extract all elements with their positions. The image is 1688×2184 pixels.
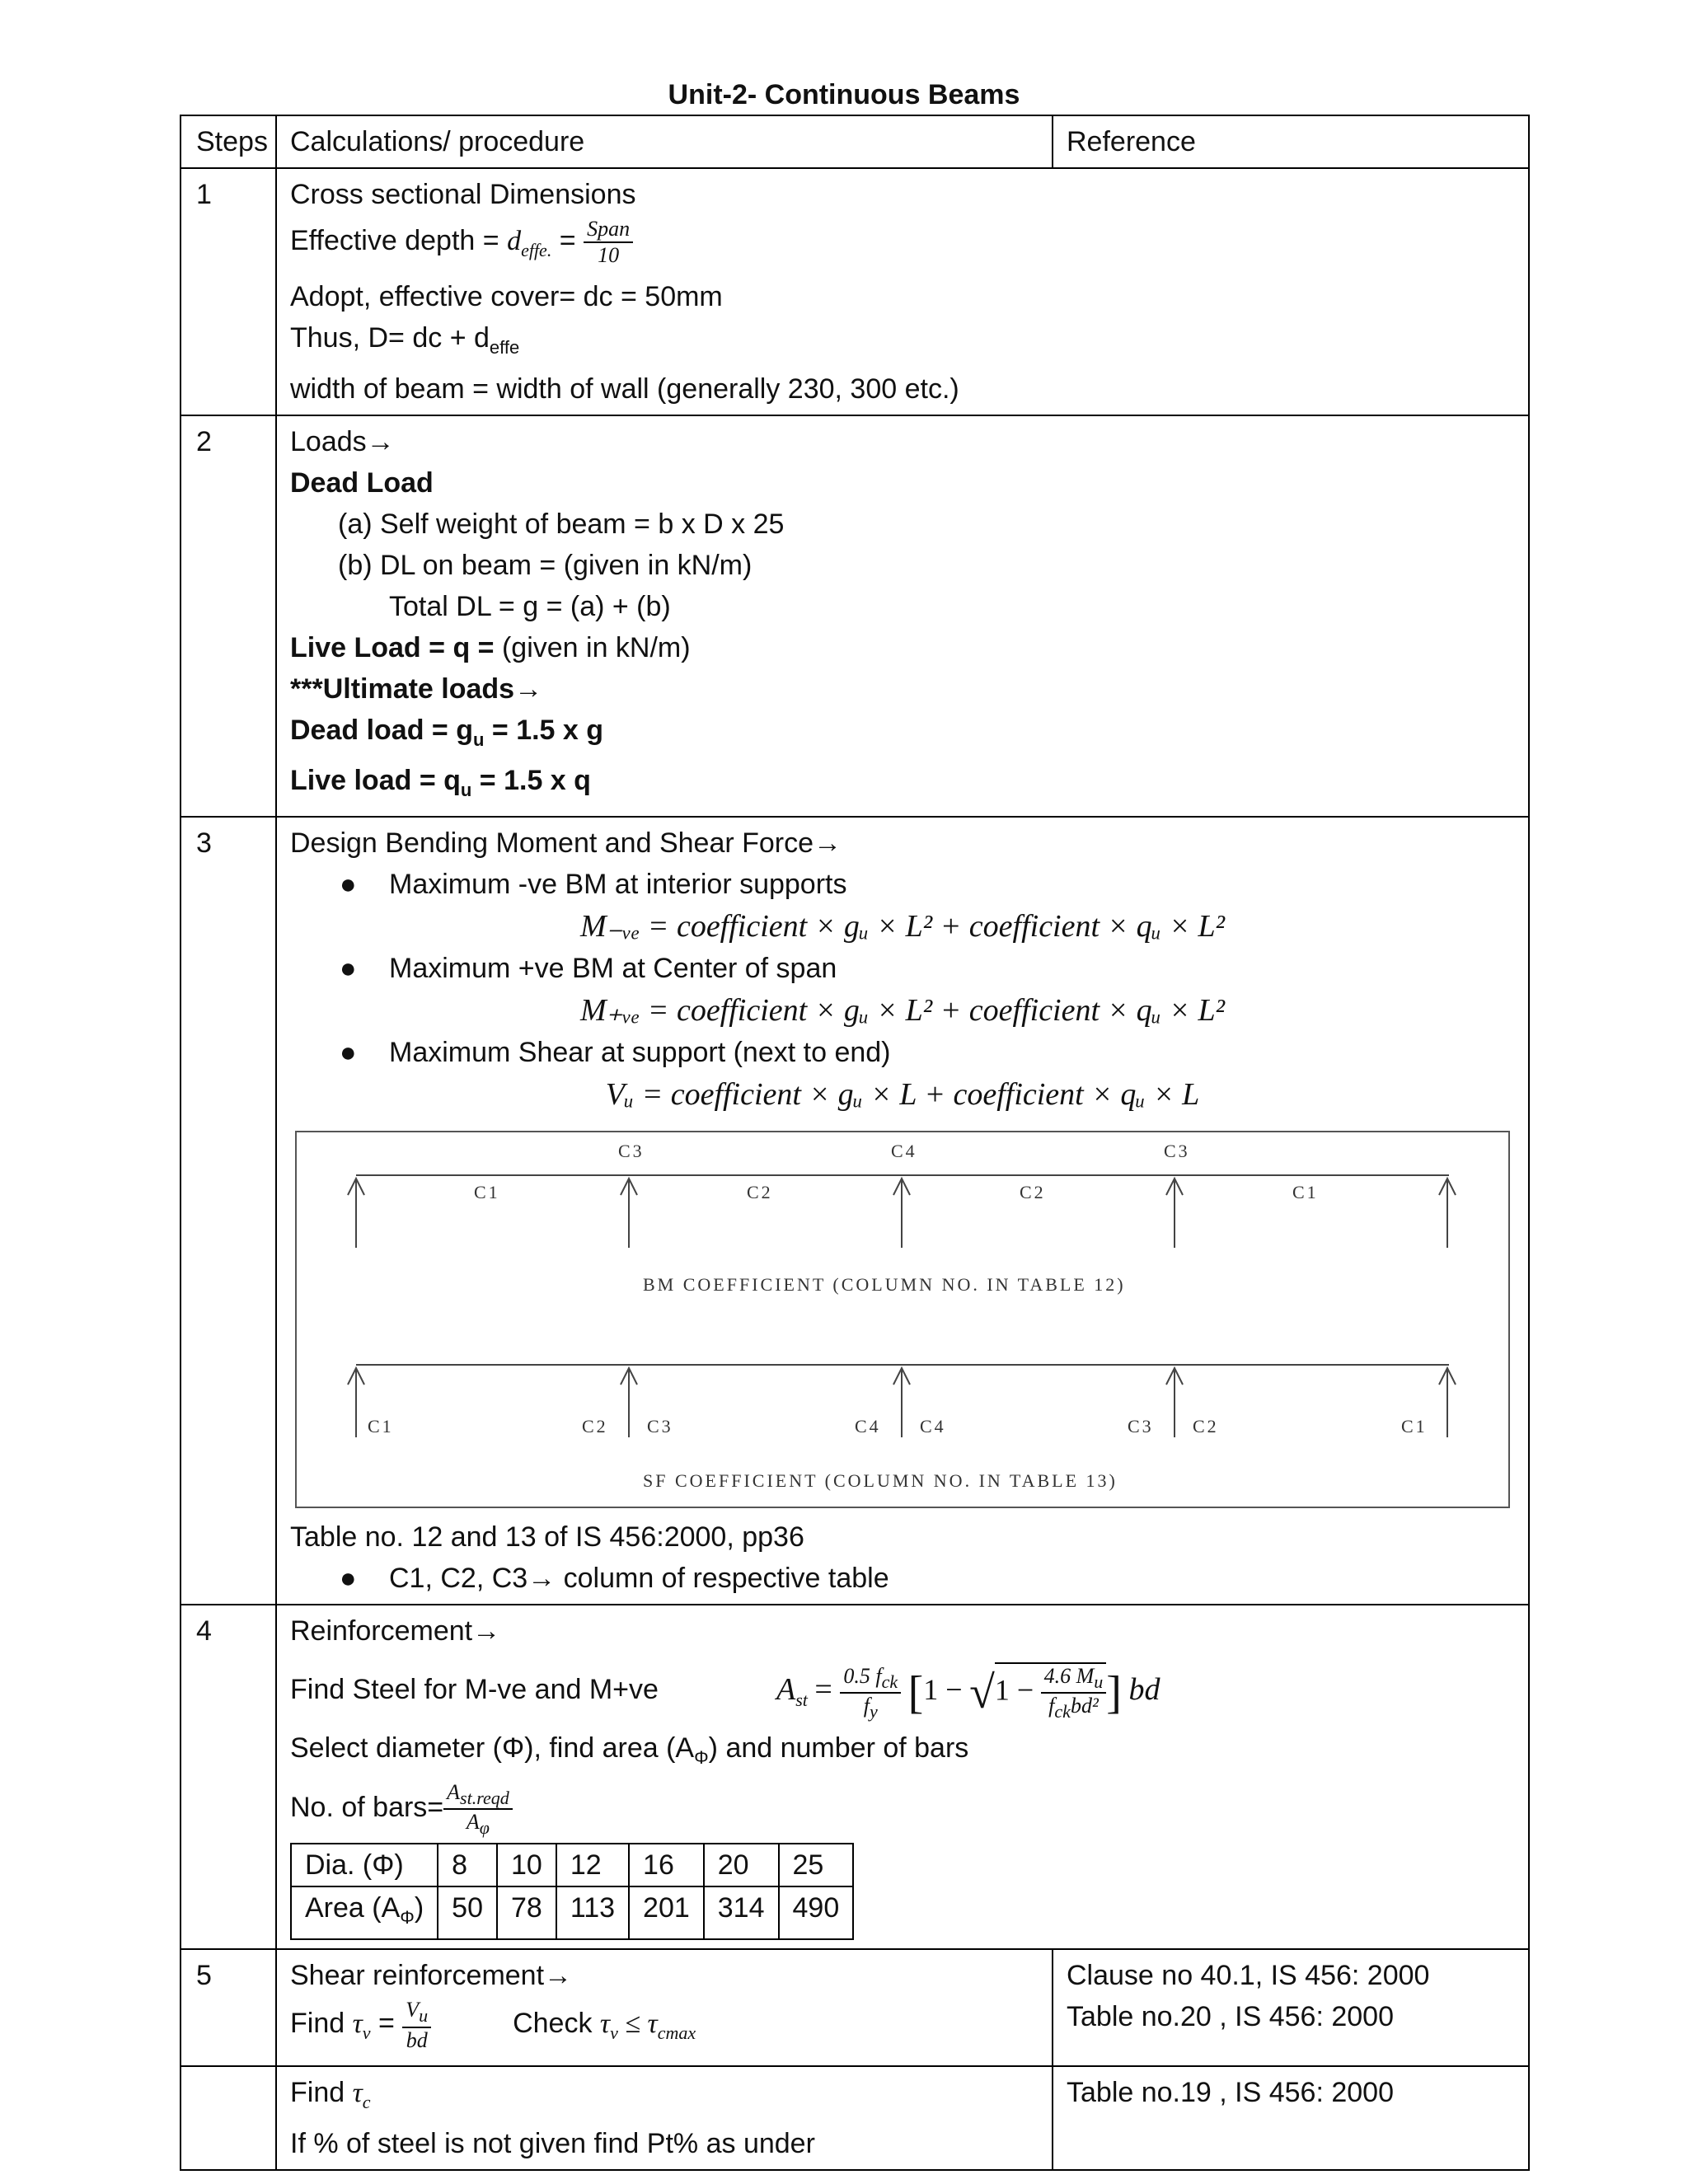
sub: effe [489,336,520,358]
sub: ck [881,1671,898,1693]
step-6-reference [1053,2066,1529,2170]
area-cell: 113 [556,1886,629,1939]
area-cell: 201 [629,1886,704,1939]
step-6-row [181,2066,1529,2170]
num: V [406,1998,420,2022]
step-4-content [276,1605,1529,1949]
header-reference: Reference [1053,115,1529,168]
sub: u [460,780,472,801]
tau: τ [599,2008,611,2040]
sf-label: C3 [647,1416,673,1437]
bm-span-label: C1 [474,1182,500,1203]
sub: c [362,2091,371,2112]
text: ≤ τ [617,2008,658,2040]
total-dl-line: Total DL = g = (a) + (b) [389,590,671,622]
step-2-row [181,415,1529,818]
area-cell: 78 [497,1886,556,1939]
reference-line: Clause no 40.1, IS 456: 2000 [1067,1960,1430,1992]
fraction [840,1664,901,1722]
sub: u [419,2005,429,2027]
support-arrow-icon [1439,1368,1456,1437]
num: A [447,1779,461,1804]
step-1-line: Adopt, effective cover= dc = 50mm [290,280,723,312]
step-2-content [276,415,1529,818]
table-reference-line: Table no. 12 and 13 of IS 456:2000, pp36 [290,1521,804,1554]
bm-top-label: C3 [618,1141,645,1162]
self-weight-line: (a) Self weight of beam = b x D x 25 [338,508,785,540]
sub: Φ [694,1746,709,1768]
sf-supports [348,1368,1456,1437]
sub: u [473,729,485,750]
text: Find [290,2008,353,2040]
step-number-empty [181,2066,276,2170]
page-title: Unit-2- Continuous Beams [668,79,1020,110]
ultimate-loads-heading: ***Ultimate loads→ [290,673,543,705]
bullet-item [290,864,1515,905]
coefficient-diagram [295,1131,1510,1508]
fraction [402,1998,431,2052]
dia-cell: 8 [438,1844,497,1886]
sub: Φ [400,1907,415,1929]
equals: = [814,1672,841,1708]
bracket-close: ] [1106,1667,1122,1719]
text: Maximum +ve BM at Center of span [389,953,837,985]
equals: = [551,225,584,256]
step-number: 5 [181,1949,276,2066]
shear-heading: Shear reinforcement→ [290,1960,573,1992]
support-arrow-icon [893,1179,910,1248]
reinforcement-heading: Reinforcement→ [290,1615,501,1647]
dia-row [291,1844,853,1886]
bar-area-table [290,1843,854,1940]
dia-cell: 12 [556,1844,629,1886]
procedure-table [180,115,1530,2171]
step-1-line [290,317,1515,368]
pt-line: If % of steel is not given find Pt% as under [290,2127,815,2159]
step-3-row [181,817,1529,1605]
header-calc: Calculations/ procedure [276,115,1053,168]
find-tau-c-line [290,2072,1039,2123]
area-row [291,1886,853,1939]
var: d [507,226,522,256]
text: 1 − [923,1673,963,1707]
sf-label: C2 [582,1416,608,1437]
text: Maximum Shear at support (next to end) [389,1037,891,1069]
text: Maximum -ve BM at interior supports [389,869,847,901]
bm-span-label: C2 [1020,1182,1046,1203]
area-cell: 314 [704,1886,779,1939]
sub: st [795,1689,808,1710]
text: Find Steel for M-ve and M+ve [290,1674,659,1706]
sub: effe. [521,239,552,260]
equation-mpos: M₊ᵥₑ = coefficient × gᵤ × L² + coefficient × qᵤ × L² [580,993,1225,1029]
sub: st.reqd [460,1787,509,1808]
sf-label: C1 [1401,1416,1428,1437]
text: 1 − [994,1673,1034,1707]
ast-var: A [776,1672,796,1708]
design-heading: Design Bending Moment and Shear Force→ [290,827,842,860]
text: = 1.5 x q [471,765,591,797]
bullet-item [290,948,1515,989]
header-steps: Steps [181,115,276,168]
step-1-line: Cross sectional Dimensions [290,179,636,210]
den: bd² [1070,1694,1099,1718]
step-number: 3 [181,817,276,1605]
bm-caption: BM COEFFICIENT (COLUMN NO. IN TABLE 12) [643,1274,1126,1296]
dl-on-beam-line: (b) DL on beam = (given in kN/m) [338,549,753,581]
sf-label: C2 [1193,1416,1219,1437]
fraction [1041,1664,1107,1722]
equation-vu: Vᵤ = coefficient × gᵤ × L + coefficient × qᵤ × L [605,1077,1200,1113]
sub: v [610,2022,618,2044]
den: f [1048,1694,1055,1718]
area-label [291,1886,438,1939]
step-6-content [276,2066,1053,2170]
step-5-content [276,1949,1053,2066]
area-cell: 50 [438,1886,497,1939]
bullet-icon: ● [340,1037,357,1069]
dead-load-heading: Dead Load [290,466,434,499]
sub: φ [479,1817,490,1839]
equation-mneg: M₋ᵥₑ = coefficient × gᵤ × L² + coefficient × qᵤ × L² [580,909,1225,944]
bm-span-label: C1 [1292,1182,1319,1203]
support-arrow-icon [1439,1179,1456,1248]
step-number: 4 [181,1605,276,1949]
bm-supports [348,1179,1456,1248]
support-arrow-icon [348,1179,364,1248]
step-5-row [181,1949,1529,2066]
reference-line: Table no.19 , IS 456: 2000 [1067,2077,1394,2109]
support-arrow-icon [621,1368,637,1437]
text: Thus, D= dc + d [290,321,490,354]
bullet-icon: ● [340,1563,357,1595]
text: (given in kN/m) [494,631,691,663]
bracket-open: [ [907,1667,924,1719]
live-load-ultimate [290,760,1515,811]
dia-cell: 10 [497,1844,556,1886]
step-1-content [276,168,1529,415]
text: C1, C2, C3→ column of respective table [389,1563,889,1595]
reference-line: Table no.20 , IS 456: 2000 [1067,2001,1394,2033]
bold-text: Live Load = q = [290,631,495,663]
tau-v-line [290,1996,1039,2060]
header-row [181,115,1529,168]
bm-span-label: C2 [747,1182,773,1203]
text: Live load = q [290,765,461,797]
no-of-bars-line [290,1779,1515,1839]
sqrt-content [995,1662,1106,1722]
bm-top-label: C3 [1164,1141,1190,1162]
step-number: 1 [181,168,276,415]
equals: = [370,2008,403,2040]
coefficient-diagram-svg [297,1132,1487,1495]
numerator: Span [584,217,633,243]
text: Find [290,2077,353,2109]
dia-cell: 16 [629,1844,704,1886]
fraction [443,1780,513,1839]
text: Dead load = g [290,714,473,746]
den: bd [406,2027,428,2052]
ast-formula [776,1652,1160,1738]
sf-label: C4 [855,1416,881,1437]
text: Area (A [305,1892,401,1924]
dead-load-ultimate [290,710,1515,761]
sqrt-icon: √ [969,1667,995,1719]
text: Select diameter (Φ), find area (A [290,1732,695,1765]
support-arrow-icon [893,1368,910,1437]
support-arrow-icon [621,1179,637,1248]
denominator: 10 [598,243,620,268]
num: 4.6 M [1043,1663,1095,1688]
live-load-line [290,627,1515,668]
step-5-reference [1053,1949,1529,2066]
sub: cmax [657,2022,696,2044]
den: f [863,1694,870,1718]
support-arrow-icon [1166,1368,1183,1437]
support-arrow-icon [1166,1179,1183,1248]
area-cell: 490 [779,1886,854,1939]
text: ) [414,1892,424,1924]
bullet-icon: ● [340,869,357,901]
support-arrow-icon [348,1368,364,1437]
sub: u [1094,1671,1104,1693]
sf-label: C1 [368,1416,394,1437]
sub: y [869,1701,878,1722]
sf-label: C3 [1128,1416,1154,1437]
step-1-row [181,168,1529,415]
tau: τ [352,2078,363,2109]
bullet-item [290,1032,1515,1073]
sf-caption: SF COEFFICIENT (COLUMN NO. IN TABLE 13) [643,1470,1118,1492]
text: No. of bars= [290,1791,444,1823]
bm-top-label: C4 [891,1141,917,1162]
dia-cell: 20 [704,1844,779,1886]
step-1-line: width of beam = width of wall (generally 230, 300 etc.) [290,373,959,405]
label: Effective depth = [290,225,508,256]
tau: τ [352,2008,363,2040]
text: ) and number of bars [708,1732,969,1765]
bullet-item [290,1558,1515,1599]
ast-line [290,1652,1515,1727]
sub: v [362,2022,371,2044]
sf-label: C4 [920,1416,946,1437]
span-fraction [584,217,633,268]
dia-label: Dia. (Φ) [291,1844,438,1886]
tail: bd [1128,1672,1160,1708]
dia-cell: 25 [779,1844,854,1886]
text: Check [513,2008,600,2040]
bullet-icon: ● [340,953,357,985]
effective-depth-line [290,215,1515,276]
sub: ck [1054,1701,1071,1722]
step-4-row [181,1605,1529,1949]
num: 0.5 f [843,1663,882,1688]
text: = 1.5 x g [484,714,604,746]
step-3-content [276,817,1529,1605]
step-number: 2 [181,415,276,818]
den: A [466,1810,480,1834]
loads-heading: Loads→ [290,425,395,457]
